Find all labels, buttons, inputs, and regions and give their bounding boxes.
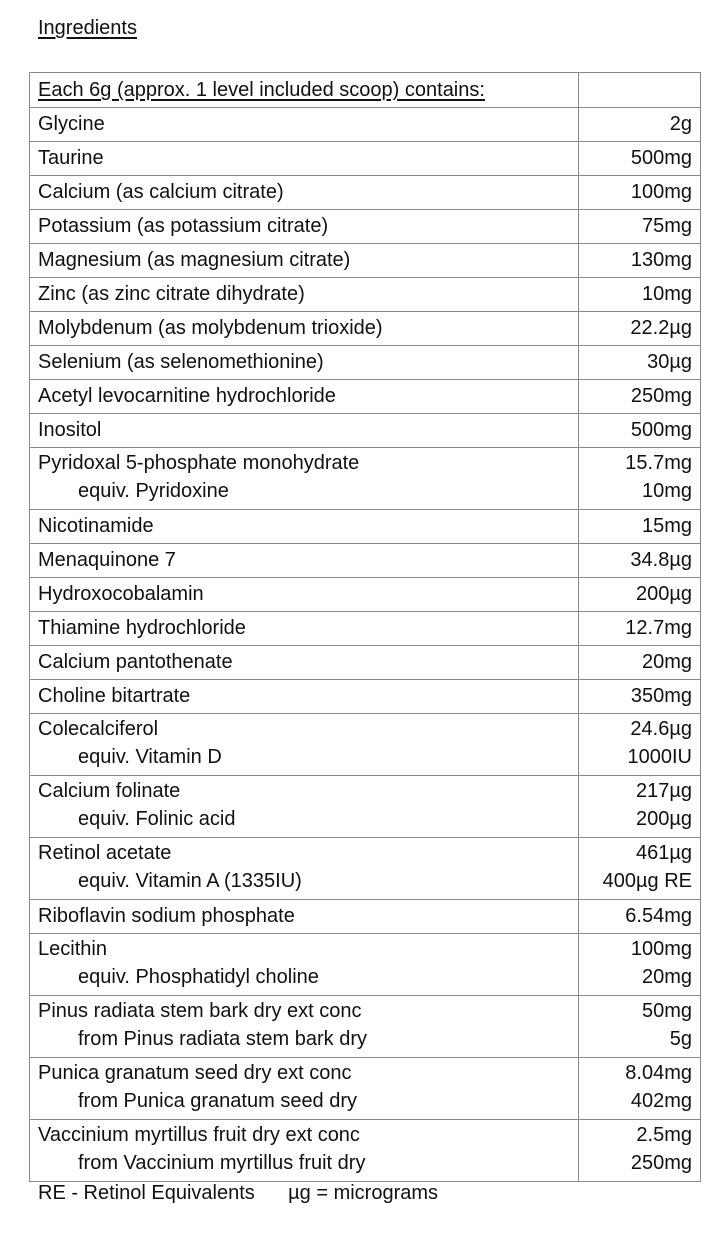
ingredient-equivalent-name: equiv. Vitamin D	[78, 746, 222, 768]
ingredient-name-cell	[30, 1120, 579, 1182]
table-row	[30, 934, 701, 996]
ingredient-amount: 50mg	[641, 1000, 692, 1022]
ingredient-name-cell	[30, 108, 579, 142]
ingredient-name: Calcium pantothenate	[38, 651, 233, 673]
table-row	[30, 278, 701, 312]
ingredient-name-cell	[30, 838, 579, 900]
table-row	[30, 578, 701, 612]
ingredient-name: Punica granatum seed dry ext conc	[38, 1062, 352, 1084]
ingredient-name-cell	[30, 510, 579, 544]
ingredient-equivalent-name: from Pinus radiata stem bark dry	[78, 1028, 367, 1050]
ingredient-name-cell	[30, 612, 579, 646]
ingredient-amount: 461µg	[635, 842, 692, 864]
ingredient-amount-cell	[579, 714, 701, 776]
table-row	[30, 900, 701, 934]
ingredient-name: Magnesium (as magnesium citrate)	[38, 249, 351, 271]
ingredient-equivalent-name: equiv. Vitamin A (1335IU)	[78, 870, 302, 892]
table-row	[30, 108, 701, 142]
table-row	[30, 776, 701, 838]
ingredient-name-cell	[30, 1058, 579, 1120]
ingredient-name: Vaccinium myrtillus fruit dry ext conc	[38, 1124, 360, 1146]
ingredient-amount: 22.2µg	[630, 317, 692, 339]
table-row	[30, 142, 701, 176]
ingredients-table-body	[30, 73, 701, 1182]
table-row	[30, 612, 701, 646]
ingredient-amount-cell	[579, 900, 701, 934]
ingredient-name-cell	[30, 414, 579, 448]
ingredient-name: Acetyl levocarnitine hydrochloride	[38, 385, 336, 407]
ingredient-name: Pyridoxal 5-phosphate monohydrate	[38, 452, 360, 474]
ingredient-amount: 30µg	[647, 351, 692, 373]
ingredient-name: Hydroxocobalamin	[38, 583, 204, 605]
ingredient-amount: 15mg	[641, 515, 692, 537]
ingredient-amount: 217µg	[635, 780, 692, 802]
ingredient-name: Choline bitartrate	[38, 685, 191, 707]
ingredient-amount: 2.5mg	[636, 1124, 692, 1146]
ingredient-name-cell	[30, 380, 579, 414]
table-row	[30, 346, 701, 380]
ingredient-equivalent-name: equiv. Folinic acid	[78, 808, 236, 830]
ingredient-name-cell	[30, 900, 579, 934]
ingredient-name-cell	[30, 680, 579, 714]
ingredient-amount: 2g	[669, 113, 692, 135]
table-row	[30, 380, 701, 414]
table-row	[30, 1120, 701, 1182]
table-header-row	[30, 73, 701, 108]
ingredient-equivalent-amount: 400µg RE	[602, 870, 692, 892]
ingredient-name-cell	[30, 996, 579, 1058]
ingredient-amount-cell	[579, 244, 701, 278]
ingredient-name-cell	[30, 776, 579, 838]
ingredient-amount-cell	[579, 838, 701, 900]
ingredient-equivalent-amount: 200µg	[635, 808, 692, 830]
ingredients-table	[29, 72, 701, 1182]
ingredient-amount: 75mg	[641, 215, 692, 237]
ingredient-amount-cell	[579, 934, 701, 996]
ingredient-amount: 100mg	[630, 938, 692, 960]
ingredient-name: Thiamine hydrochloride	[38, 617, 246, 639]
ingredient-amount: 10mg	[641, 283, 692, 305]
ingredient-name-cell	[30, 210, 579, 244]
ingredient-amount-cell	[579, 312, 701, 346]
ingredient-name: Pinus radiata stem bark dry ext conc	[38, 1000, 362, 1022]
ingredient-amount-cell	[579, 176, 701, 210]
ingredient-name-cell	[30, 278, 579, 312]
ingredient-name: Calcium folinate	[38, 780, 181, 802]
ingredient-amount-cell	[579, 1058, 701, 1120]
table-row	[30, 714, 701, 776]
table-row	[30, 1058, 701, 1120]
ingredient-name-cell	[30, 714, 579, 776]
ingredient-amount: 100mg	[630, 181, 692, 203]
ingredient-amount-cell	[579, 612, 701, 646]
ingredient-name: Selenium (as selenomethionine)	[38, 351, 324, 373]
ingredient-name-cell	[30, 934, 579, 996]
table-header-empty-cell	[579, 73, 701, 108]
ingredient-amount: 6.54mg	[625, 905, 692, 927]
ingredient-amount: 8.04mg	[625, 1062, 692, 1084]
ingredient-amount-cell	[579, 346, 701, 380]
ingredient-amount-cell	[579, 380, 701, 414]
table-row	[30, 646, 701, 680]
ingredient-name: Glycine	[38, 113, 105, 135]
ingredient-name-cell	[30, 578, 579, 612]
footer-ug-note: µg = micrograms	[288, 1182, 439, 1204]
ingredient-amount: 15.7mg	[625, 452, 692, 474]
ingredient-name: Inositol	[38, 419, 102, 441]
ingredient-name: Taurine	[38, 147, 104, 169]
ingredient-name: Calcium (as calcium citrate)	[38, 181, 284, 203]
table-row	[30, 312, 701, 346]
ingredient-amount: 24.6µg	[630, 718, 692, 740]
ingredient-name-cell	[30, 312, 579, 346]
table-row	[30, 210, 701, 244]
table-row	[30, 414, 701, 448]
table-row	[30, 544, 701, 578]
ingredient-equivalent-amount: 5g	[669, 1028, 692, 1050]
table-row	[30, 838, 701, 900]
ingredient-equivalent-name: equiv. Phosphatidyl choline	[78, 966, 319, 988]
ingredient-amount: 250mg	[630, 385, 692, 407]
ingredient-amount-cell	[579, 448, 701, 510]
table-row	[30, 996, 701, 1058]
ingredient-equivalent-amount: 250mg	[630, 1152, 692, 1174]
ingredient-amount-cell	[579, 544, 701, 578]
ingredient-name-cell	[30, 142, 579, 176]
ingredient-name: Lecithin	[38, 938, 107, 960]
table-row	[30, 448, 701, 510]
ingredient-amount-cell	[579, 996, 701, 1058]
ingredient-amount-cell	[579, 278, 701, 312]
ingredient-amount-cell	[579, 776, 701, 838]
ingredient-name-cell	[30, 244, 579, 278]
table-row	[30, 680, 701, 714]
ingredient-name-cell	[30, 346, 579, 380]
ingredient-amount-cell	[579, 510, 701, 544]
ingredient-amount: 12.7mg	[625, 617, 692, 639]
ingredient-name: Potassium (as potassium citrate)	[38, 215, 329, 237]
ingredient-name: Retinol acetate	[38, 842, 172, 864]
ingredient-amount-cell	[579, 142, 701, 176]
table-row	[30, 510, 701, 544]
ingredient-amount: 20mg	[641, 651, 692, 673]
ingredient-equivalent-name: equiv. Pyridoxine	[78, 480, 229, 502]
ingredient-name: Zinc (as zinc citrate dihydrate)	[38, 283, 305, 305]
footer-re-note: RE - Retinol Equivalents	[38, 1182, 255, 1204]
ingredient-amount: 500mg	[630, 419, 692, 441]
table-header-text: Each 6g (approx. 1 level included scoop) contains:	[38, 79, 485, 101]
ingredient-amount-cell	[579, 1120, 701, 1182]
ingredient-name: Colecalciferol	[38, 718, 159, 740]
ingredient-equivalent-amount: 1000IU	[627, 746, 692, 768]
ingredient-equivalent-amount: 10mg	[641, 480, 692, 502]
ingredient-amount-cell	[579, 578, 701, 612]
ingredient-equivalent-amount: 20mg	[641, 966, 692, 988]
ingredient-amount-cell	[579, 210, 701, 244]
ingredient-name-cell	[30, 646, 579, 680]
ingredient-amount-cell	[579, 646, 701, 680]
ingredient-amount: 34.8µg	[630, 549, 692, 571]
ingredient-amount-cell	[579, 414, 701, 448]
table-row	[30, 176, 701, 210]
ingredient-amount: 200µg	[635, 583, 692, 605]
ingredient-equivalent-name: from Punica granatum seed dry	[78, 1090, 358, 1112]
ingredient-amount: 500mg	[630, 147, 692, 169]
footer-notes	[38, 1181, 438, 1205]
ingredient-name-cell	[30, 448, 579, 510]
ingredient-amount: 350mg	[630, 685, 692, 707]
ingredient-amount-cell	[579, 680, 701, 714]
ingredient-name: Molybdenum (as molybdenum trioxide)	[38, 317, 383, 339]
ingredient-amount: 130mg	[630, 249, 692, 271]
ingredient-equivalent-amount: 402mg	[630, 1090, 692, 1112]
ingredient-name: Menaquinone 7	[38, 549, 176, 571]
ingredient-amount-cell	[579, 108, 701, 142]
ingredient-equivalent-name: from Vaccinium myrtillus fruit dry	[78, 1152, 366, 1174]
ingredient-name: Nicotinamide	[38, 515, 154, 537]
page-title: Ingredients	[38, 17, 137, 39]
ingredient-name: Riboflavin sodium phosphate	[38, 905, 295, 927]
table-row	[30, 244, 701, 278]
ingredient-name-cell	[30, 544, 579, 578]
ingredient-name-cell	[30, 176, 579, 210]
table-header-cell	[30, 73, 579, 108]
